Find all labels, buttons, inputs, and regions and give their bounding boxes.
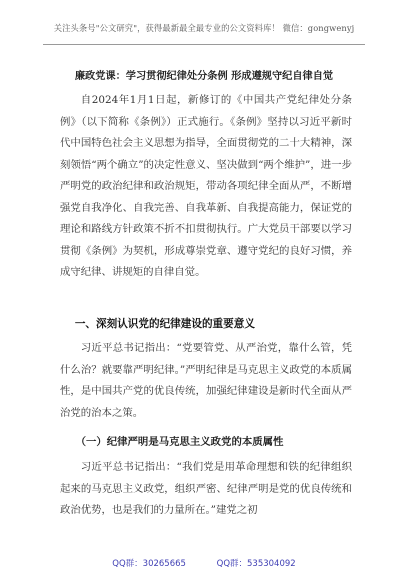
subsection-heading-1: （一）纪律严明是马克思主义政党的本质属性 [75, 436, 284, 448]
intro-block [60, 90, 352, 284]
header-divider [43, 44, 365, 45]
document-title: 廉政党课：学习贯彻纪律处分条例 形成遵规守纪自律自觉 [74, 70, 334, 82]
footer-qq-group-1: QQ群：30265665 [112, 559, 186, 569]
footer-qq-group-2: QQ群：535304092 [216, 559, 296, 569]
section1-block [60, 338, 352, 424]
page-footer [0, 557, 408, 569]
subsection1-block [60, 457, 352, 522]
page-header-promo: 关注头条号"公文研究"，获得最新最全最专业的公文资料库！ 微信：gongwenyj [53, 23, 355, 33]
subsection1-paragraph: 习近平总书记指出：“我们党是用革命理想和铁的纪律组织起来的马克思主义政党，组织严密、纪律严明是党的优良传统和政治优势，也是我们的力量所在。”建党之初 [60, 461, 352, 516]
section-heading-1: 一、深刻认识党的纪律建设的重要意义 [74, 318, 255, 330]
section1-paragraph: 习近平总书记指出：“党要管党、从严治党，靠什么管，凭什么治？就要靠严明纪律。”严明纪律是马克思主义政党的本质属性，是中国共产党的优良传统，加强纪律建设是新时代全面从严治党的治本之策。 [60, 342, 352, 419]
intro-paragraph: 自2024年1月1日起，新修订的《中国共产党纪律处分条例》（以下简称《条例》）正式施行。《条例》坚持以习近平新时代中国特色社会主义思想为指导，全面贯彻党的二十大精神，深刻领悟“两个确立”的决定性意义、坚决做到“两个维护”，进一步严明党的政治纪律和政治规矩，带动各项纪律全面从严，不断增强党自我净化、自我完善、自我革新、自我提高能力，保证党的理论和路线方针政策不折不扣贯彻执行。广大党员干部要以学习贯彻《条例》为契机，形成尊崇党章、遵守党纪的良好习惯，养成守纪律、讲规矩的自律自觉。 [60, 94, 352, 278]
